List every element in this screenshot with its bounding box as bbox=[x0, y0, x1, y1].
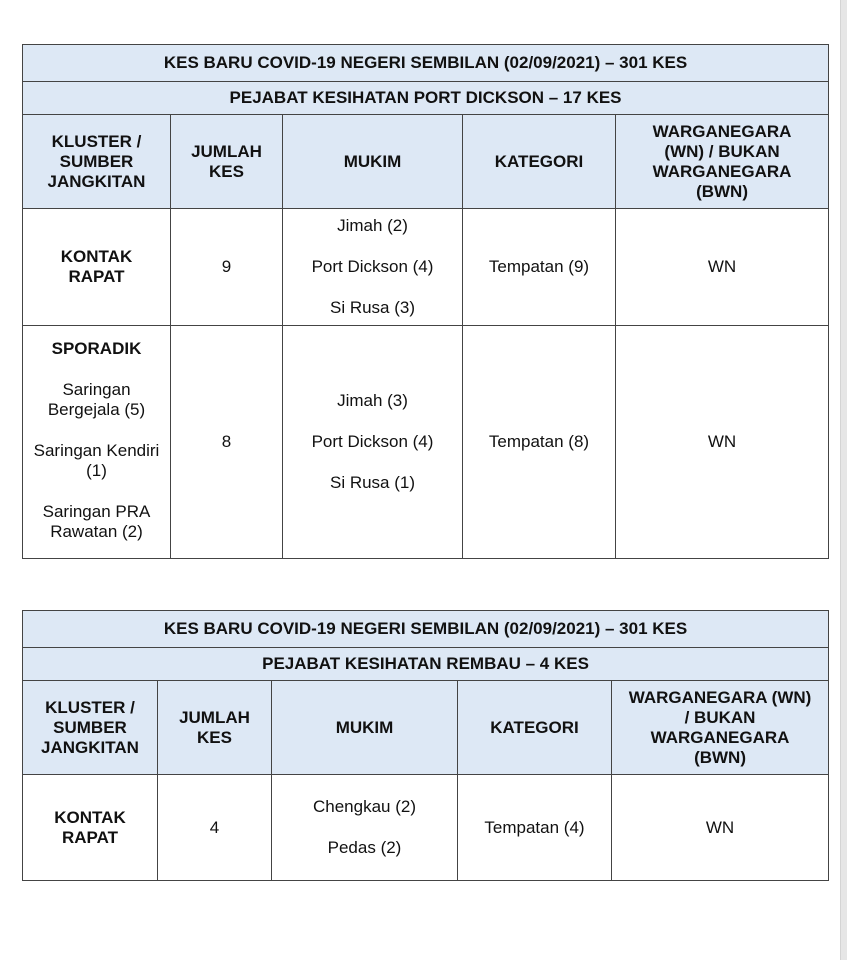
header-mukim: MUKIM bbox=[283, 115, 463, 209]
table-title: KES BARU COVID-19 NEGERI SEMBILAN (02/09/2021) – 301 KES bbox=[23, 611, 829, 648]
table-row bbox=[23, 209, 829, 326]
office-heading: PEJABAT KESIHATAN REMBAU – 4 KES bbox=[23, 648, 829, 681]
kluster-cell: KONTAK RAPAT bbox=[23, 775, 158, 881]
kategori-cell: Tempatan (8) bbox=[463, 326, 616, 559]
mukim-cell: Chengkau (2) Pedas (2) bbox=[272, 775, 458, 881]
jumlah-cell: 8 bbox=[171, 326, 283, 559]
kategori-cell: Tempatan (9) bbox=[463, 209, 616, 326]
kluster-cell: SPORADIK Saringan Bergejala (5) Saringan Kendiri (1) Saringan PRA Rawatan (2) bbox=[23, 326, 171, 559]
header-kategori: KATEGORI bbox=[463, 115, 616, 209]
jumlah-cell: 4 bbox=[158, 775, 272, 881]
wn-cell: WN bbox=[616, 209, 829, 326]
header-kategori: KATEGORI bbox=[458, 681, 612, 775]
jumlah-cell: 9 bbox=[171, 209, 283, 326]
header-mukim: MUKIM bbox=[272, 681, 458, 775]
cases-table-rembau bbox=[22, 610, 829, 881]
header-jumlah-kes: JUMLAH KES bbox=[158, 681, 272, 775]
header-warganegara: WARGANEGARA (WN) / BUKAN WARGANEGARA (BWN) bbox=[616, 115, 829, 209]
header-kluster: KLUSTER / SUMBER JANGKITAN bbox=[23, 681, 158, 775]
header-warganegara: WARGANEGARA (WN) / BUKAN WARGANEGARA (BWN) bbox=[612, 681, 829, 775]
mukim-cell: Jimah (3) Port Dickson (4) Si Rusa (1) bbox=[283, 326, 463, 559]
cases-table-port-dickson bbox=[22, 44, 829, 559]
table-row bbox=[23, 326, 829, 559]
header-jumlah-kes: JUMLAH KES bbox=[171, 115, 283, 209]
mukim-cell: Jimah (2) Port Dickson (4) Si Rusa (3) bbox=[283, 209, 463, 326]
office-heading: PEJABAT KESIHATAN PORT DICKSON – 17 KES bbox=[23, 82, 829, 115]
wn-cell: WN bbox=[616, 326, 829, 559]
table-row bbox=[23, 775, 829, 881]
kluster-cell: KONTAK RAPAT bbox=[23, 209, 171, 326]
page-edge bbox=[840, 0, 847, 960]
kategori-cell: Tempatan (4) bbox=[458, 775, 612, 881]
wn-cell: WN bbox=[612, 775, 829, 881]
table-title: KES BARU COVID-19 NEGERI SEMBILAN (02/09/2021) – 301 KES bbox=[23, 45, 829, 82]
header-kluster: KLUSTER / SUMBER JANGKITAN bbox=[23, 115, 171, 209]
